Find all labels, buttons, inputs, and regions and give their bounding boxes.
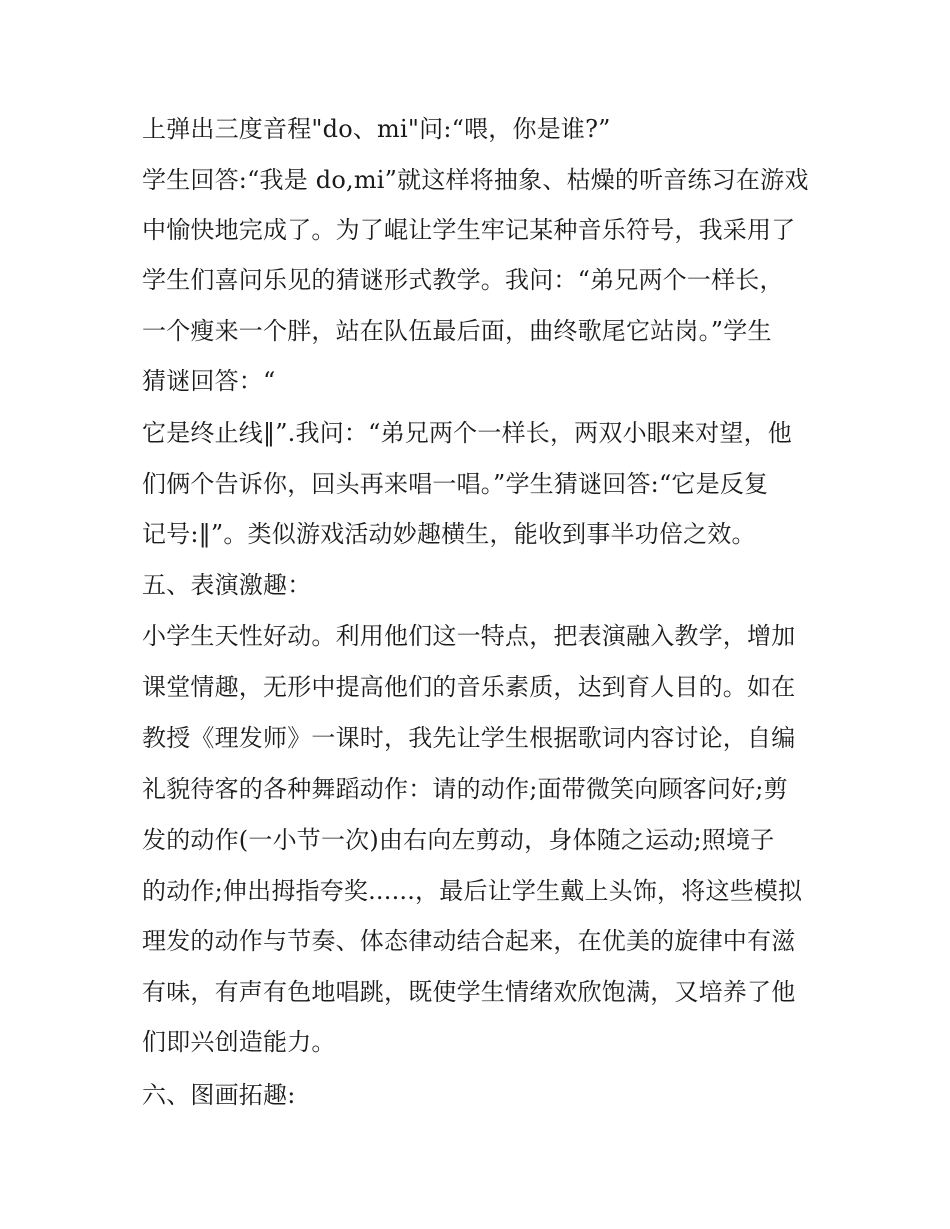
text-line: 上弹出三度音程"do、mi"问:“喂，你是谁?” — [142, 115, 611, 143]
text-line: 它是终止线‖”.我问：“弟兄两个一样长，两双小眼来对望，他 — [142, 419, 792, 447]
text-line: 教授《理发师》一课时，我先让学生根据歌词内容讨论，自编 — [142, 724, 796, 752]
text-line: 们即兴创造能力。 — [142, 1028, 336, 1056]
text-line: 们俩个告诉你，回头再来唱一唱。”学生猜谜回答:“它是反复 — [142, 470, 769, 498]
section-heading: 五、表演激趣： — [142, 571, 312, 599]
text-line: 小学生天性好动。利用他们这一特点，把表演融入教学，增加 — [142, 622, 796, 650]
text-line: 学生们喜问乐见的猜谜形式教学。我问：“弟兄两个一样长， — [142, 266, 784, 294]
text-line: 发的动作(一小节一次)由右向左剪动，身体随之运动;照境子 — [142, 826, 775, 854]
text-line: 课堂情趣，无形中提高他们的音乐素质，达到育人目的。如在 — [142, 673, 796, 701]
text-line: 理发的动作与节奏、体态律动结合起来，在优美的旋律中有滋 — [142, 927, 796, 955]
text-line: 礼貌待客的各种舞蹈动作：请的动作;面带微笑向顾客问好;剪 — [142, 775, 788, 803]
text-line: 猜谜回答：“ — [142, 367, 276, 395]
text-line: 中愉快地完成了。为了崐让学生牢记某种音乐符号，我采用了 — [142, 216, 796, 244]
text-line: 有味，有声有色地唱跳，既使学生情绪欢欣饱满，又培养了他 — [142, 978, 796, 1006]
text-line: 的动作;伸出拇指夸奖......，最后让学生戴上头饰，将这些模拟 — [142, 877, 803, 905]
text-line: 学生回答:“我是 do,mi”就这样将抽象、枯燥的听音练习在游戏 — [142, 166, 809, 194]
section-heading: 六、图画拓趣: — [142, 1081, 296, 1109]
text-line: 一个瘦来一个胖，站在队伍最后面，曲终歌尾它站岗。”学生 — [142, 317, 772, 345]
text-line: 记号:‖”。类似游戏活动妙趣横生，能收到事半功倍之效。 — [142, 520, 756, 548]
